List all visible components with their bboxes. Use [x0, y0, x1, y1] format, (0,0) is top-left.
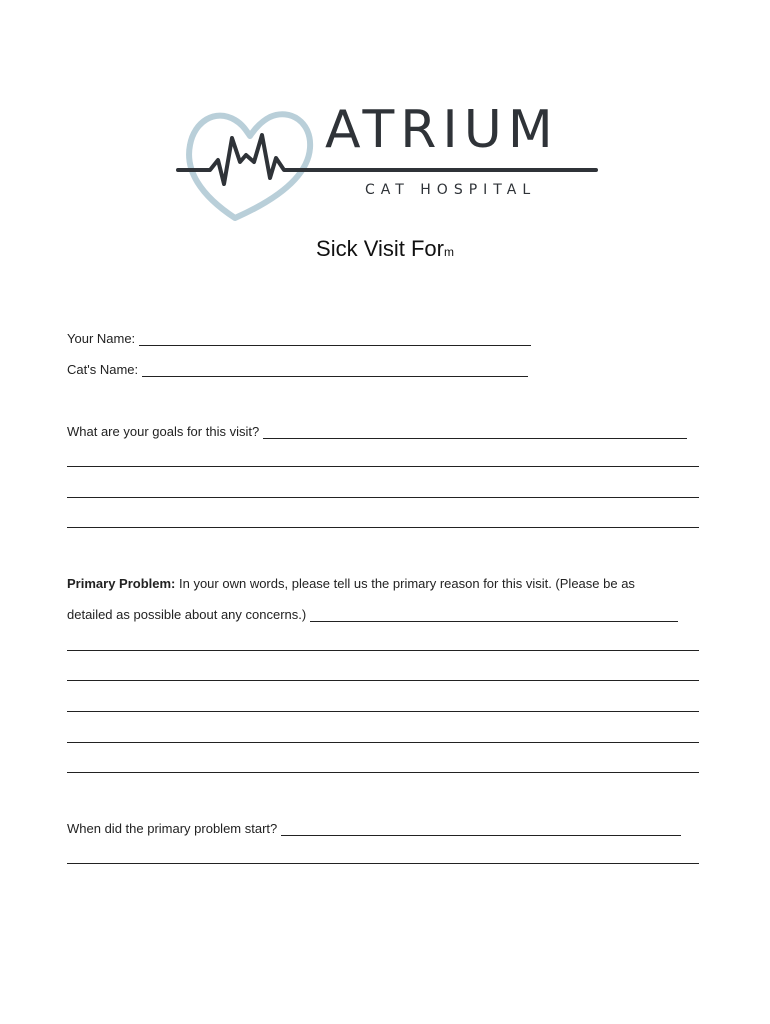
your-name-field[interactable]: [139, 332, 531, 346]
problem-start-row: [67, 818, 681, 836]
your-name-label: Your Name:: [67, 331, 136, 346]
problem-line-3[interactable]: [67, 680, 699, 681]
problem-start-field[interactable]: [281, 822, 681, 836]
problem-start-line-2[interactable]: [67, 863, 699, 864]
problem-start-label: When did the primary problem start?: [67, 821, 278, 836]
problem-line-4[interactable]: [67, 711, 699, 712]
goals-row: [67, 421, 687, 439]
problem-line-2[interactable]: [67, 650, 699, 651]
page-title: [0, 236, 770, 262]
primary-problem-row: [67, 573, 639, 591]
cats-name-row: [67, 359, 528, 377]
cats-name-field[interactable]: [142, 363, 528, 377]
problem-line-6[interactable]: [67, 772, 699, 773]
title-main: Sick Visit For: [316, 236, 444, 261]
goals-line-4[interactable]: [67, 527, 699, 528]
primary-problem-text-2: detailed as possible about any concerns.): [67, 607, 307, 622]
your-name-row: [67, 328, 531, 346]
logo-wordmark: ATRIUM: [325, 100, 559, 160]
primary-problem-bold: Primary Problem:: [67, 576, 176, 591]
goals-line-2[interactable]: [67, 466, 699, 467]
problem-line-5[interactable]: [67, 742, 699, 743]
logo-subtitle: CAT HOSPITAL: [365, 182, 537, 198]
cats-name-label: Cat's Name:: [67, 362, 139, 377]
primary-problem-field[interactable]: [310, 608, 678, 622]
goals-field[interactable]: [263, 425, 687, 439]
heart-icon: [189, 114, 310, 218]
primary-problem-prompt: [67, 576, 639, 591]
goals-label: What are your goals for this visit?: [67, 424, 260, 439]
primary-problem-row-2: [67, 604, 678, 622]
goals-line-3[interactable]: [67, 497, 699, 498]
primary-problem-text: In your own words, please tell us the primary reason for this visit. (Please be as: [179, 576, 635, 591]
title-tail: m: [443, 245, 454, 259]
